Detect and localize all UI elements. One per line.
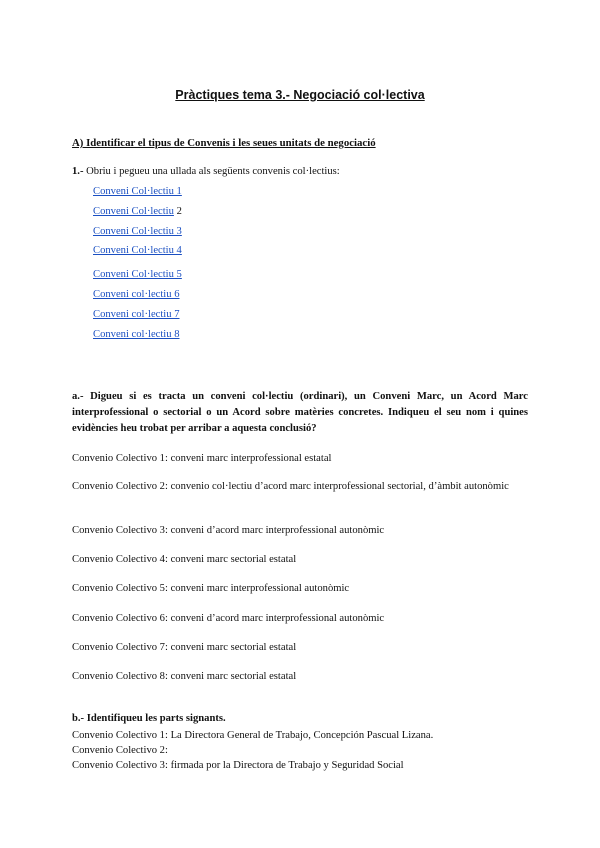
- list-item: [93, 308, 182, 328]
- list-item: [93, 268, 182, 288]
- list-item: [93, 225, 182, 245]
- conveni-link-list: [93, 185, 182, 347]
- conveni-link-5[interactable]: Conveni Col·lectiu 5: [93, 269, 182, 281]
- answer-a-8: Convenio Colectivo 8: conveni marc sectorial estatal: [72, 671, 297, 682]
- list-item: [93, 185, 182, 205]
- conveni-link-8[interactable]: Conveni col·lectiu 8: [93, 328, 180, 340]
- answer-a-7: Convenio Colectivo 7: conveni marc sectorial estatal: [72, 642, 297, 653]
- answer-a-5: Convenio Colectivo 5: conveni marc interprofessional autonòmic: [72, 583, 350, 594]
- answer-a-2: Convenio Colectivo 2: convenio col·lectiu d’acord marc interprofessional sectorial, d’àmbit autonòmic: [72, 481, 509, 492]
- question-a: a.- Digueu si es tracta un conveni col·lectiu (ordinari), un Conveni Marc, un Acord Marc interprofessional o sectorial o un Acord sobre matèries concretes. Indiqueu el seu nom i quines evidències heu trobat per arribar a aquesta conclusió?: [72, 391, 528, 434]
- conveni-link-6[interactable]: Conveni col·lectiu 6: [93, 288, 180, 300]
- answer-a-4: Convenio Colectivo 4: conveni marc sectorial estatal: [72, 554, 297, 565]
- answer-b-2: Convenio Colectivo 2:: [72, 745, 168, 756]
- conveni-link-4[interactable]: Conveni Col·lectiu 4: [93, 245, 182, 257]
- question-b: b.- Identifiqueu les parts signants.: [72, 713, 226, 724]
- list-item: [93, 288, 182, 308]
- question-1-number: 1.-: [72, 166, 84, 177]
- answer-b-3: Convenio Colectivo 3: firmada por la Directora de Trabajo y Seguridad Social: [72, 760, 404, 771]
- list-item: [93, 244, 182, 264]
- answer-b-1: Convenio Colectivo 1: La Directora General de Trabajo, Concepción Pascual Lizana.: [72, 730, 434, 741]
- question-1: [72, 166, 340, 177]
- answer-a-3: Convenio Colectivo 3: conveni d’acord marc interprofessional autonòmic: [72, 525, 385, 536]
- section-a-heading: A) Identificar el tipus de Convenis i les seues unitats de negociació: [72, 137, 376, 149]
- page-title: Pràctiques tema 3.- Negociació col·lectiva: [175, 88, 425, 102]
- answer-a-1: Convenio Colectivo 1: conveni marc interprofessional estatal: [72, 453, 332, 464]
- conveni-link-7[interactable]: Conveni col·lectiu 7: [93, 308, 180, 320]
- question-1-text: Obriu i pegueu una ullada als següents convenis col·lectius:: [83, 166, 340, 177]
- conveni-link-3[interactable]: Conveni Col·lectiu 3: [93, 225, 182, 237]
- answer-a-6: Convenio Colectivo 6: conveni d’acord marc interprofessional autonòmic: [72, 613, 385, 624]
- link-suffix: 2: [173, 205, 182, 217]
- list-item: [93, 328, 182, 348]
- conveni-link-2[interactable]: Conveni Col·lectiu: [93, 205, 174, 217]
- conveni-link-1[interactable]: Conveni Col·lectiu 1: [93, 186, 182, 197]
- list-item: [93, 205, 182, 225]
